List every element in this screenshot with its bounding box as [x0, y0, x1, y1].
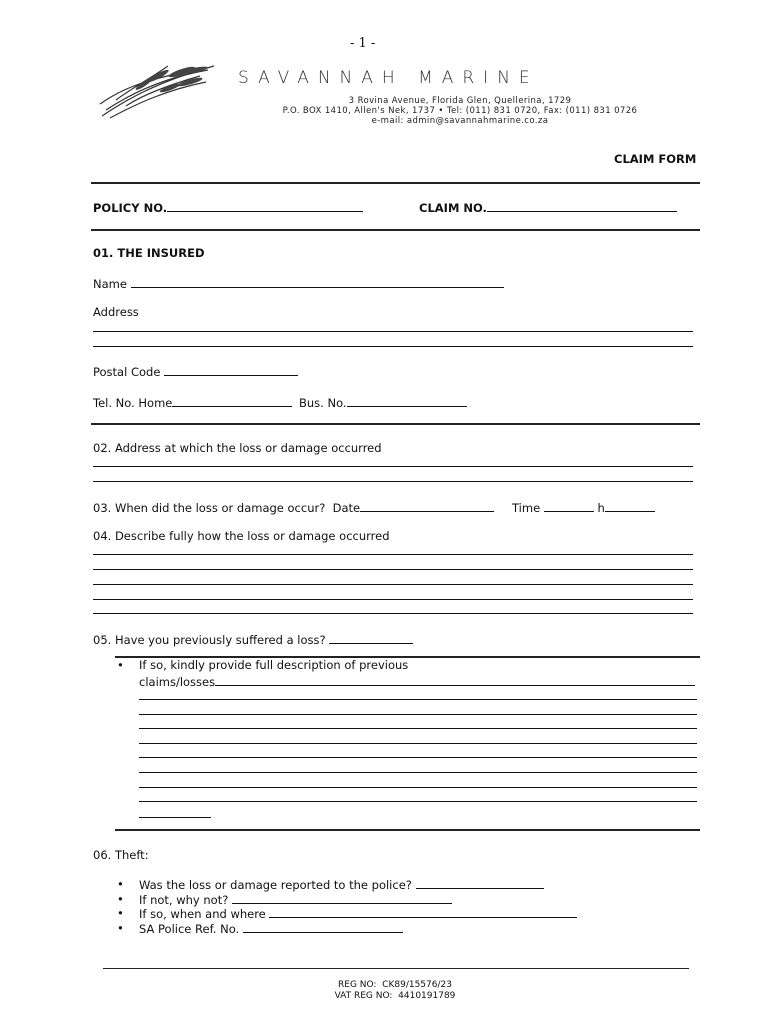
grass-logo-icon	[96, 60, 220, 120]
previous-claims-label-2: claims/losses	[139, 675, 216, 689]
section-02-label: 02. Address at which the loss or damage occurred	[93, 441, 382, 455]
answer-line[interactable]	[93, 584, 693, 585]
answer-line[interactable]	[139, 757, 697, 758]
company-address-2: P.O. BOX 1410, Allen's Nek, 1737 • Tel: (011) 831 0720, Fax: (011) 831 0726	[282, 106, 638, 116]
policy-no-label: POLICY NO.	[93, 201, 168, 215]
company-name: SAVANNAH MARINE	[238, 68, 539, 88]
section-01-heading: 01. THE INSURED	[93, 246, 205, 260]
answer-line[interactable]	[139, 714, 697, 715]
time-label: Time	[512, 501, 541, 515]
theft-when-where-field[interactable]: • If so, when and where	[115, 906, 577, 921]
claim-no-field[interactable]	[419, 200, 677, 215]
answer-line[interactable]	[93, 554, 693, 555]
section-05-label: 05. Have you previously suffered a loss?	[93, 633, 326, 647]
answer-line[interactable]	[93, 599, 693, 600]
bus-no-label: Bus. No.	[299, 396, 347, 410]
form-title: CLAIM FORM	[614, 152, 697, 166]
answer-line[interactable]	[139, 817, 211, 818]
previous-claims-label: If so, kindly provide full description of previous	[139, 658, 409, 672]
name-label: Name	[93, 277, 127, 291]
divider	[91, 182, 700, 184]
answer-line[interactable]	[93, 569, 693, 570]
vat-no: VAT REG NO: 4410191789	[334, 991, 456, 1001]
answer-line[interactable]	[139, 801, 697, 802]
footer-divider	[103, 968, 689, 969]
claim-no-label: CLAIM NO.	[419, 201, 487, 215]
company-address-1: 3 Rovina Avenue, Florida Glen, Quellerina, 1729	[348, 96, 572, 106]
answer-line[interactable]	[139, 743, 697, 744]
time-field[interactable]	[512, 500, 655, 515]
theft-reported-field[interactable]: • Was the loss or damage reported to the police?	[115, 877, 577, 892]
name-field[interactable]	[93, 276, 504, 291]
answer-line[interactable]	[93, 466, 693, 467]
divider	[115, 829, 700, 831]
tel-home-label: Tel. No. Home	[93, 396, 173, 410]
answer-line[interactable]	[93, 613, 693, 614]
policy-no-field[interactable]	[93, 200, 363, 215]
previous-claims-field[interactable]	[139, 674, 695, 689]
h-label: h	[597, 501, 605, 515]
postal-code-field[interactable]	[93, 364, 298, 379]
reg-no: REG NO: CK89/15576/23	[338, 980, 452, 990]
company-email: e-mail: admin@savannahmarine.co.za	[371, 116, 549, 126]
theft-questions	[115, 877, 577, 935]
answer-line[interactable]	[139, 728, 697, 729]
address-line[interactable]	[93, 346, 693, 347]
answer-line[interactable]	[93, 481, 693, 482]
answer-line[interactable]	[139, 787, 697, 788]
section-06-label: 06. Theft:	[93, 848, 149, 862]
address-label: Address	[93, 305, 139, 319]
bus-no-field[interactable]	[299, 395, 467, 410]
tel-home-field[interactable]	[93, 395, 292, 410]
divider	[91, 423, 700, 425]
answer-line[interactable]	[139, 699, 697, 700]
divider	[91, 229, 700, 231]
section-04-label: 04. Describe fully how the loss or damage occurred	[93, 529, 390, 543]
answer-line[interactable]	[139, 772, 697, 773]
section-03-label: 03. When did the loss or damage occur? Date	[93, 501, 361, 515]
address-line[interactable]	[93, 331, 693, 332]
date-field[interactable]	[93, 500, 494, 515]
theft-why-not-field[interactable]: • If not, why not?	[115, 892, 577, 907]
police-ref-field[interactable]: • SA Police Ref. No.	[115, 921, 577, 936]
previous-loss-field[interactable]	[93, 632, 413, 647]
page-number: - 1 -	[350, 36, 376, 51]
bullet-icon: •	[117, 658, 124, 672]
postal-code-label: Postal Code	[93, 365, 161, 379]
